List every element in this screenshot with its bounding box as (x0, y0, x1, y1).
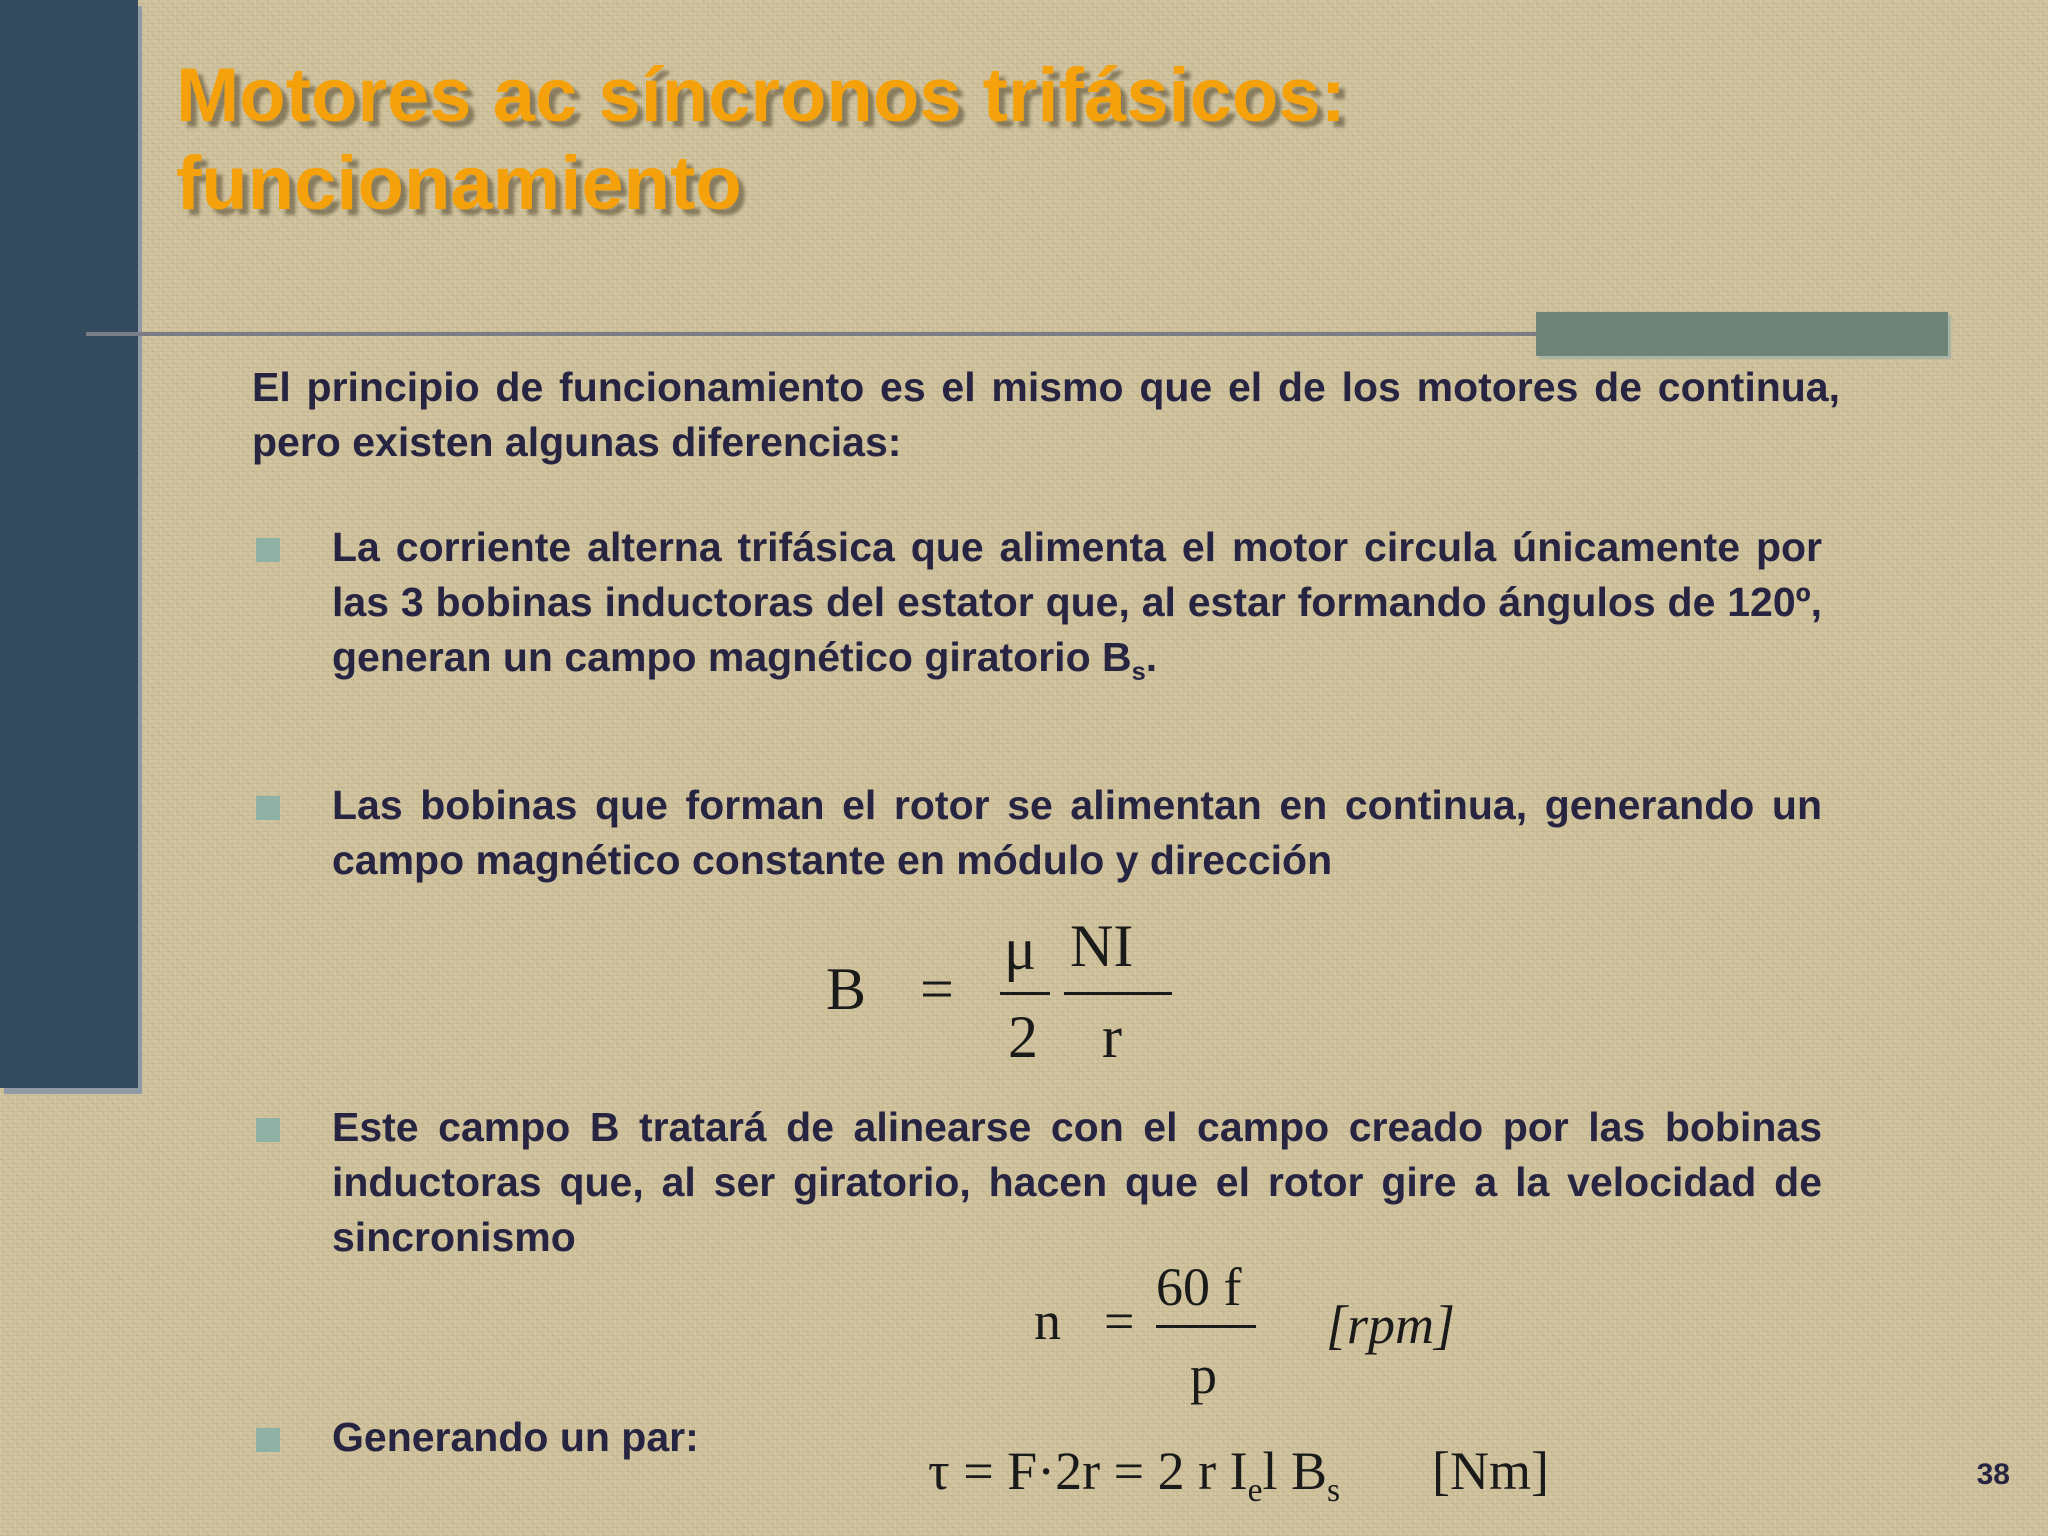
eq-b-num1: μ (1004, 916, 1037, 982)
bullet-text-4: Generando un par: (332, 1414, 699, 1460)
equation-tau: τ = F·2r = 2 r $I_el$ $B_s$ (928, 1441, 1340, 1509)
eq-n-num: 60 f (1156, 1257, 1242, 1317)
eq-n-lhs: n (1034, 1291, 1061, 1351)
title-line-2: funcionamiento (176, 141, 742, 226)
eq-n-den: p (1190, 1345, 1217, 1405)
bullet-marker (256, 538, 280, 562)
eq-b-den2: r (1102, 1004, 1122, 1070)
eq-n-equals: = (1104, 1291, 1135, 1351)
eq-b-frac-line-2 (1064, 992, 1172, 995)
divider-accent-block (1536, 312, 1948, 356)
bullet-text-1: La corriente alterna trifásica que alimenta el motor circula únicamente por las 3 bobinas inductoras del estator que, al estar formando ángulos de 120º, generan un campo magnético giratorio $B_s$. (332, 524, 1822, 687)
intro-paragraph: El principio de funcionamiento es el mismo que el de los motores de continua, pero existen algunas diferencias: (252, 364, 1840, 465)
eq-n-unit: [rpm] (1326, 1295, 1456, 1355)
eq-b-lhs: B (826, 956, 867, 1022)
bullet-text-3: Este campo B tratará de alinearse con el campo creado por las bobinas inductoras que, al ser giratorio, hacen que el rotor gire a la velocidad de sincronismo (332, 1104, 1822, 1260)
bullet-text-2: Las bobinas que forman el rotor se alimentan en continua, generando un campo magnético constante en módulo y dirección (332, 782, 1822, 883)
title-line-1: Motores ac síncronos trifásicos: (176, 53, 1346, 138)
slide-title (176, 52, 1676, 228)
eq-b-frac-line-1 (1000, 992, 1050, 995)
title-divider (86, 332, 1536, 336)
page-number: 38 (1976, 1458, 2010, 1491)
left-accent-bar (0, 0, 138, 1088)
equation-tau-unit: [Nm] (1432, 1441, 1549, 1501)
eq-b-equals: = (920, 956, 954, 1022)
eq-n-frac-line (1156, 1325, 1256, 1328)
eq-b-num2: NI (1070, 913, 1134, 979)
bullet-marker (256, 1118, 280, 1142)
bullet-marker (256, 1428, 280, 1452)
eq-b-den1: 2 (1008, 1004, 1038, 1070)
bullet-marker (256, 796, 280, 820)
